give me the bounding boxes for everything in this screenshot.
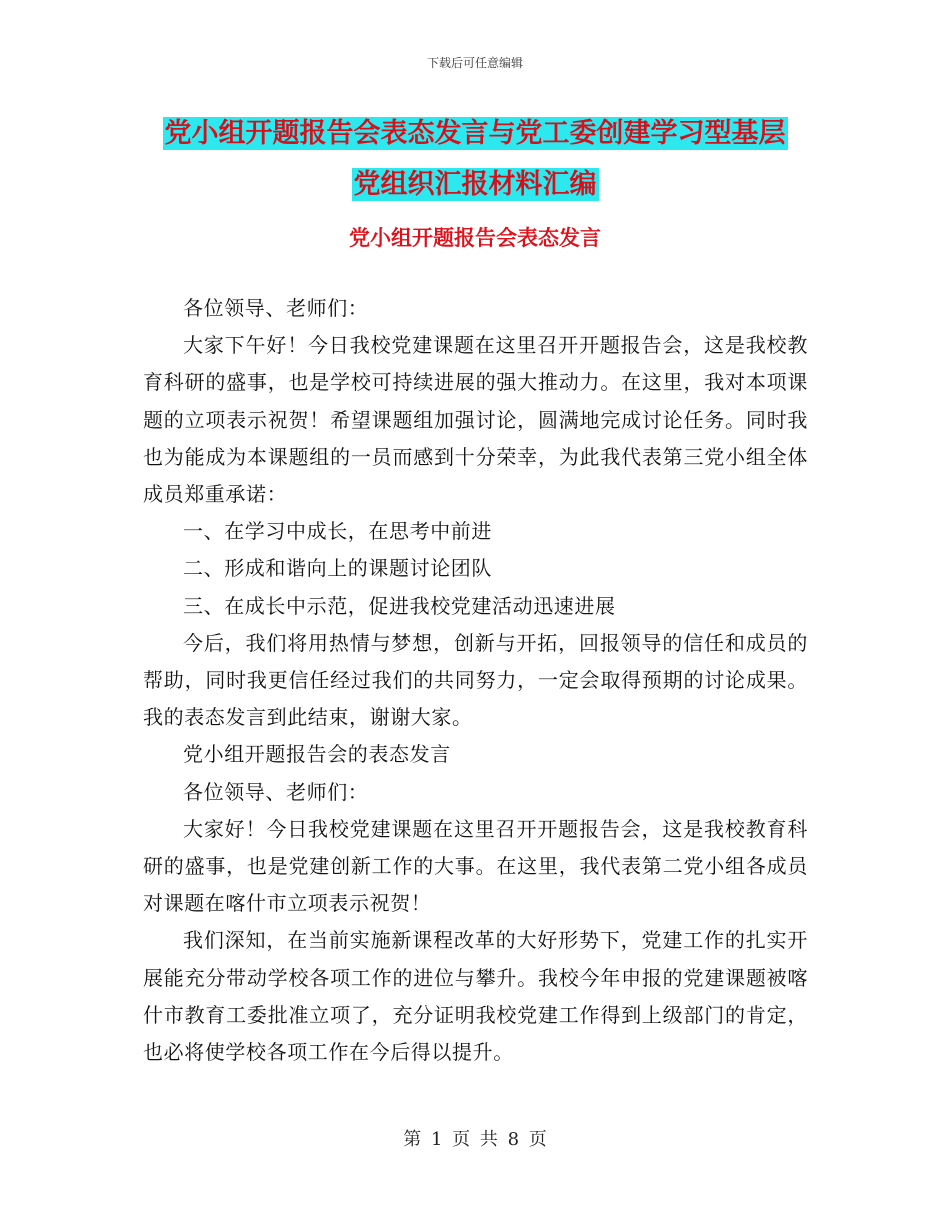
document-title bbox=[0, 108, 950, 210]
paragraph: 党小组开题报告会的表态发言 bbox=[183, 742, 451, 767]
page-footer: 第 1 页 共 8 页 bbox=[403, 1129, 547, 1150]
paragraph: 三、在成长中示范，促进我校党建活动迅速进展 bbox=[183, 593, 616, 618]
section-title: 党小组开题报告会表态发言 bbox=[349, 226, 601, 250]
paragraph: 各位领导、老师们： bbox=[183, 296, 369, 320]
document-body bbox=[143, 290, 808, 1071]
document-title-line-1: 党小组开题报告会表态发言与党工委创建学习型基层 bbox=[164, 118, 786, 149]
paragraph: 大家下午好！今日我校党建课题在这里召开开题报告会，这是我校教育科研的盛事，也是学校可持续进展的强大推动力。在这里，我对本项课题的立项表示祝贺！希望课题组加强讨论，圆满地完成讨论任务。同时我也为能成为本课题组的一员而感到十分荣幸，为此我代表第三党小组全体成员郑重承诺： bbox=[143, 333, 808, 507]
paragraph: 今后，我们将用热情与梦想，创新与开拓，回报领导的信任和成员的帮助，同时我更信任经过我们的共同努力，一定会取得预期的讨论成果。我的表态发言到此结束，谢谢大家。 bbox=[143, 630, 808, 730]
paragraph: 大家好！今日我校党建课题在这里召开开题报告会，这是我校教育科研的盛事，也是党建创新工作的大事。在这里，我代表第二党小组各成员对课题在喀什市立项表示祝贺！ bbox=[143, 816, 808, 916]
document-title-line-2: 党组织汇报材料汇编 bbox=[353, 169, 597, 200]
paragraph: 二、形成和谐向上的课题讨论团队 bbox=[183, 556, 492, 581]
header-note: 下载后可任意编辑 bbox=[426, 56, 523, 70]
paragraph: 我们深知，在当前实施新课程改革的大好形势下，党建工作的扎实开展能充分带动学校各项工作的进位与攀升。我校今年申报的党建课题被喀什市教育工委批准立项了，充分证明我校党建工作得到上级部门的肯定，也必将使学校各项工作在今后得以提升。 bbox=[143, 928, 808, 1065]
paragraph: 一、在学习中成长，在思考中前进 bbox=[183, 519, 492, 544]
paragraph: 各位领导、老师们： bbox=[183, 779, 369, 804]
